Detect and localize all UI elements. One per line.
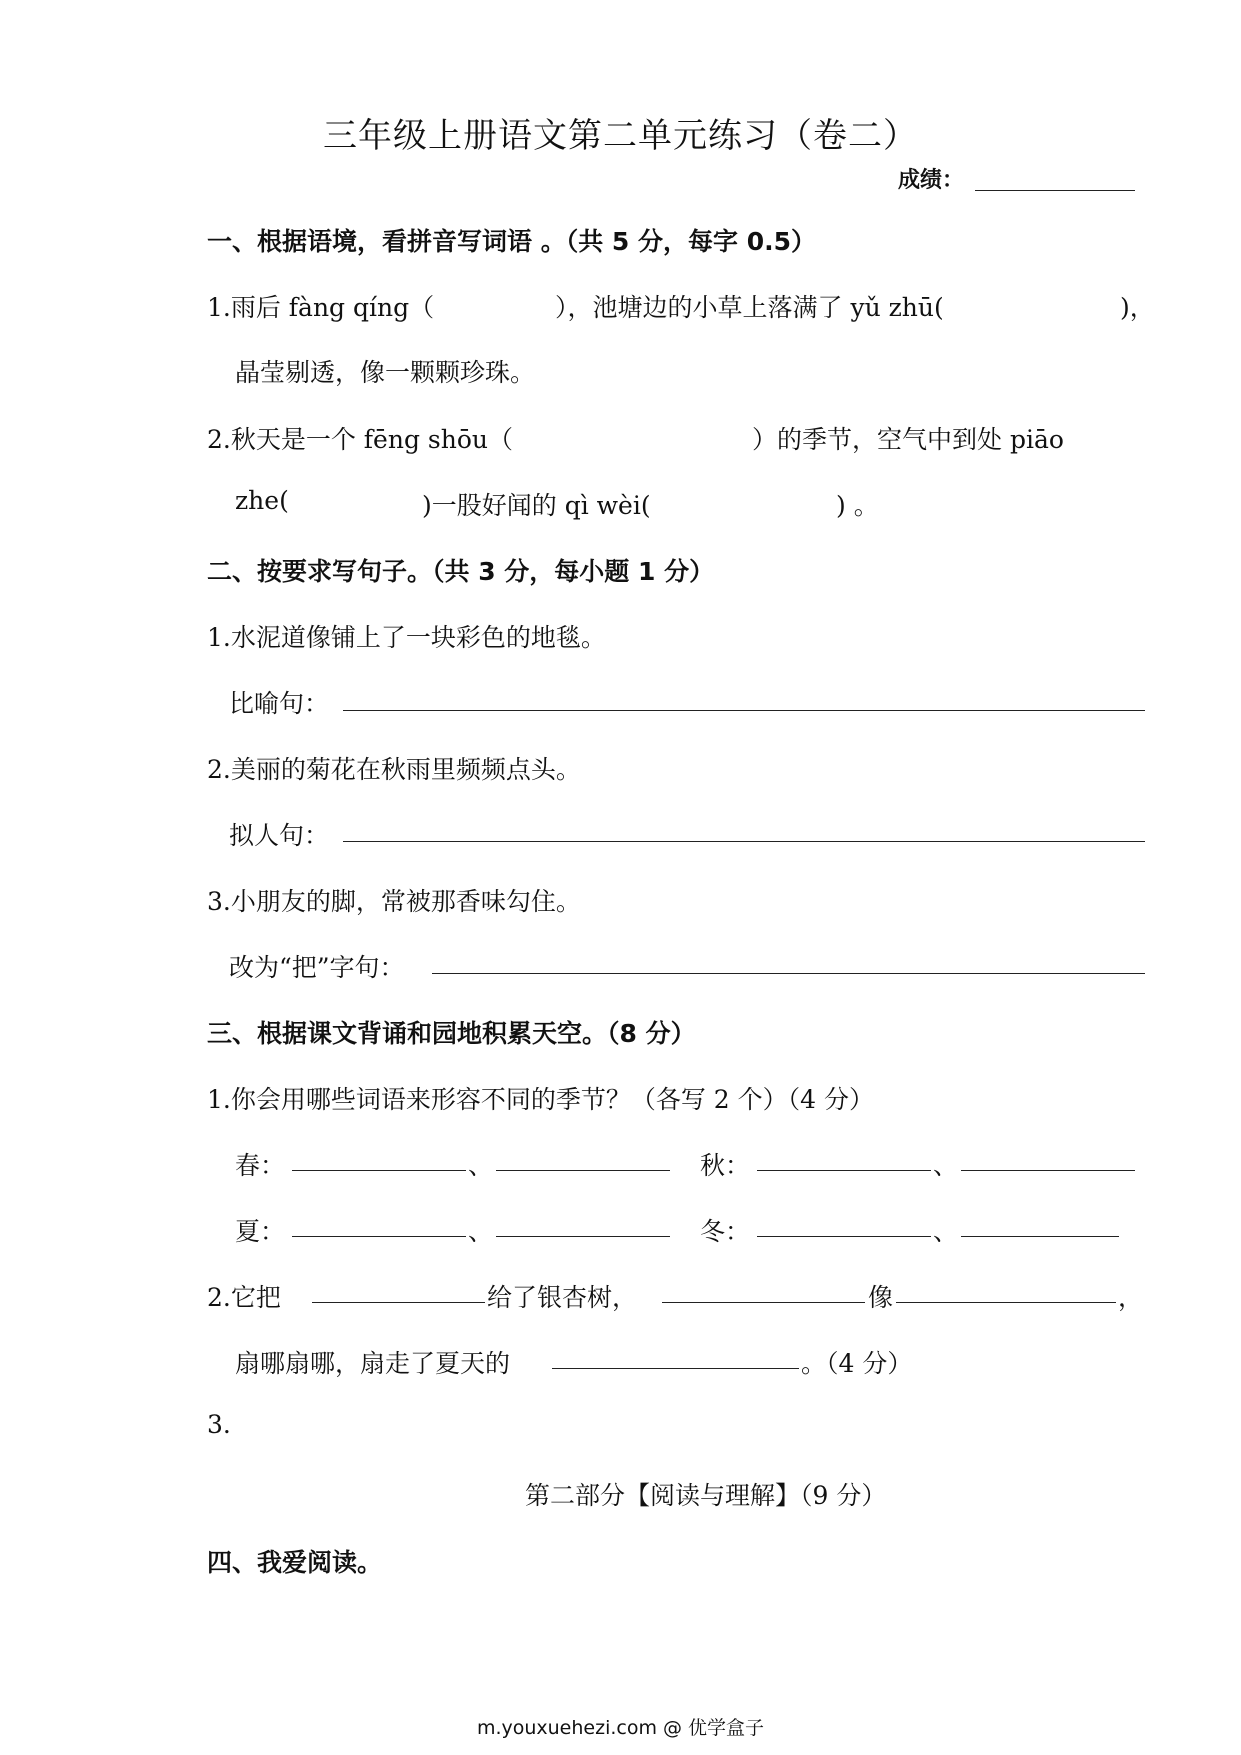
- s3-q2-blank-1[interactable]: [312, 1302, 485, 1303]
- s3-spring-sep: 、: [468, 1151, 494, 1180]
- s2-q2: 2.美丽的菊花在秋雨里频频点头。: [207, 755, 581, 784]
- s3-q3: 3.: [207, 1410, 231, 1439]
- s2-q3-label: 改为“把”字句：: [229, 953, 405, 982]
- s3-autumn-blank-2[interactable]: [961, 1170, 1135, 1171]
- s2-q1-label: 比喻句：: [229, 689, 330, 718]
- s1-q2-text-c: zhe(: [235, 486, 289, 515]
- footer-watermark: m.youxuehezi.com @ 优学盒子: [476, 1717, 765, 1739]
- s3-autumn-sep: 、: [933, 1151, 959, 1180]
- s3-q2-text-a: 2.它把: [207, 1283, 281, 1312]
- s3-spring-label: 春：: [235, 1151, 286, 1180]
- s3-winter-blank-1[interactable]: [757, 1236, 931, 1237]
- s3-winter-blank-2[interactable]: [961, 1236, 1119, 1237]
- s1-q2-text-b: ）的季节，空气中到处 piāo: [752, 425, 1064, 454]
- s3-summer-sep: 、: [468, 1217, 494, 1246]
- s1-q1-text-a: 1.雨后 fàng qíng（: [207, 293, 435, 322]
- s2-q2-answer-line[interactable]: [343, 841, 1145, 842]
- s3-autumn-label: 秋：: [700, 1151, 751, 1180]
- s1-q1-line2: 晶莹剔透，像一颗颗珍珠。: [235, 358, 536, 387]
- s3-q2-line2-a: 扇哪扇哪，扇走了夏天的: [235, 1349, 511, 1378]
- s3-q2-blank-4[interactable]: [552, 1368, 799, 1369]
- s3-winter-sep: 、: [933, 1217, 959, 1246]
- score-blank[interactable]: [975, 190, 1135, 191]
- section1-heading: 一、根据语境，看拼音写词语 。（共 5 分，每字 0.5）: [207, 227, 816, 256]
- s3-q2-blank-3[interactable]: [896, 1302, 1116, 1303]
- section3-heading: 三、根据课文背诵和园地积累天空。（8 分）: [207, 1019, 696, 1048]
- s3-summer-blank-2[interactable]: [496, 1236, 670, 1237]
- section4-heading: 四、我爱阅读。: [207, 1548, 383, 1577]
- s3-spring-blank-1[interactable]: [292, 1170, 466, 1171]
- section2-heading: 二、按要求写句子。（共 3 分，每小题 1 分）: [207, 557, 715, 586]
- s3-q2-text-c: 像: [868, 1283, 894, 1312]
- s2-q3-answer-line[interactable]: [432, 973, 1145, 974]
- s3-spring-blank-2[interactable]: [496, 1170, 670, 1171]
- s1-q2-text-a: 2.秋天是一个 fēng shōu（: [207, 425, 513, 454]
- s1-q1-text-c: )，: [1120, 293, 1155, 322]
- s3-q2-blank-2[interactable]: [662, 1302, 865, 1303]
- s3-summer-label: 夏：: [235, 1217, 286, 1246]
- s1-q2-text-d: )一股好闻的 qì wèi(: [422, 491, 651, 520]
- s3-winter-label: 冬：: [700, 1217, 751, 1246]
- s1-q1-text-b: ），池塘边的小草上落满了 yǔ zhū(: [555, 293, 944, 322]
- score-label: 成绩：: [898, 168, 965, 193]
- s3-autumn-blank-1[interactable]: [757, 1170, 931, 1171]
- s2-q2-label: 拟人句：: [229, 821, 330, 850]
- s3-summer-blank-1[interactable]: [292, 1236, 466, 1237]
- s1-q2-text-e: ) 。: [836, 491, 879, 520]
- s3-q2-line2-b: 。（4 分）: [801, 1349, 913, 1378]
- s2-q1: 1.水泥道像铺上了一块彩色的地毯。: [207, 623, 606, 652]
- s3-q2-text-b: 给了银杏树，: [487, 1283, 638, 1312]
- s3-q1: 1.你会用哪些词语来形容不同的季节？（各写 2 个）（4 分）: [207, 1085, 875, 1114]
- part2-heading: 第二部分【阅读与理解】（9 分）: [525, 1481, 887, 1510]
- s3-q2-text-d: ，: [1118, 1283, 1144, 1312]
- page-title: 三年级上册语文第二单元练习（卷二）: [323, 116, 918, 156]
- s2-q3: 3.小朋友的脚，常被那香味勾住。: [207, 887, 581, 916]
- s2-q1-answer-line[interactable]: [343, 710, 1145, 711]
